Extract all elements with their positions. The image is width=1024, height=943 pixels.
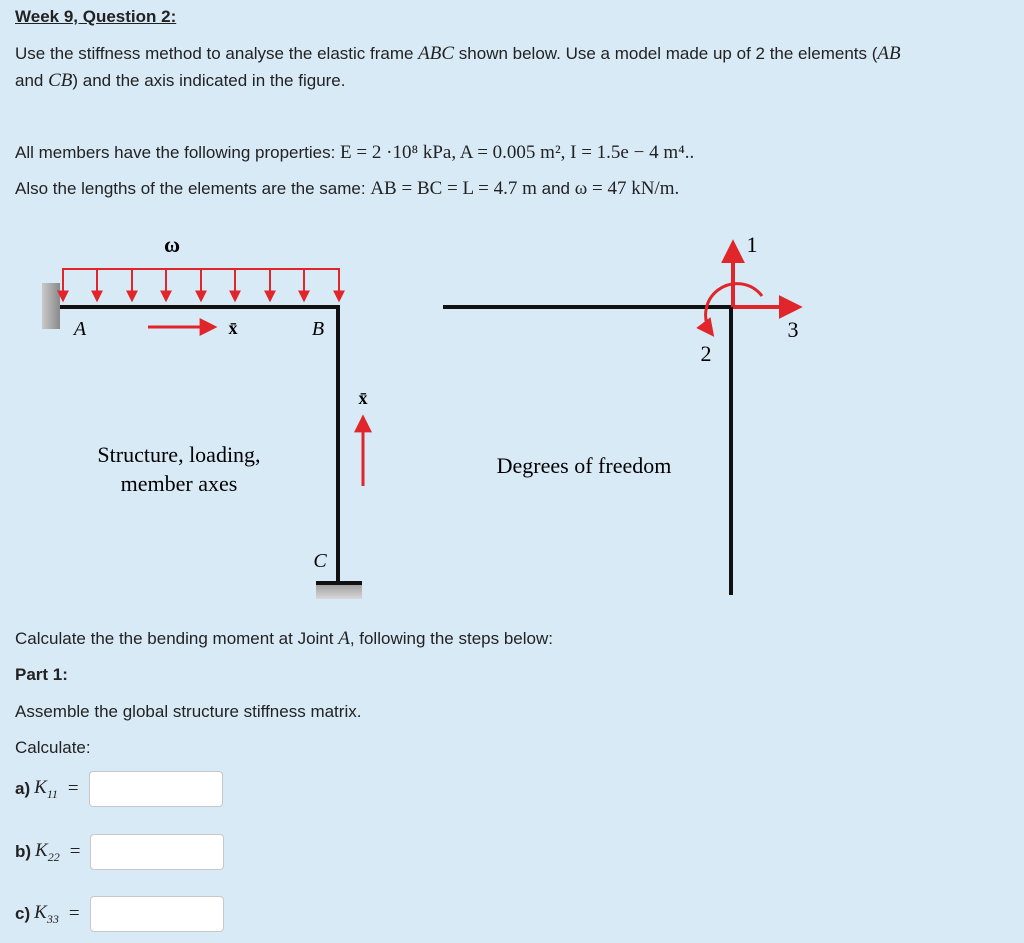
fixed-support-a [42, 283, 60, 329]
answer-symbol: $K_{11}$ [34, 776, 58, 801]
caption-right: Degrees of freedom [496, 453, 672, 478]
intro-paragraph: Use the stiffness method to analyse the elastic frame ABC shown below. Use a model made up of 2 the elements (AB and CB) and the axis indicated in the figure. [15, 43, 901, 91]
node-c-label: C [313, 550, 327, 572]
answer-equals: = [68, 903, 80, 924]
caption-left-line1: Structure, loading, [97, 442, 261, 467]
calc-instruction: Calculate the the bending moment at Joint A, following the steps below: [15, 628, 553, 649]
answer-equals: = [69, 841, 81, 862]
assemble-instruction: Assemble the global structure stiffness matrix. [15, 702, 362, 721]
k11-input[interactable] [89, 771, 223, 807]
member-axis-ab-label: x̄ [228, 318, 238, 338]
node-b-label: B [311, 318, 325, 340]
k33-input[interactable] [90, 896, 224, 932]
answer-label: a) [15, 779, 31, 798]
properties-line: All members have the following properties: E = 2 ·10⁸ kPa, A = 0.005 m², I = 1.5e − 4 m⁴.. [15, 142, 695, 163]
k22-input[interactable] [90, 834, 224, 870]
answer-row-k22 [15, 834, 224, 870]
member-axis-cb-label: x̄ [358, 388, 368, 408]
part-label: Part 1: [15, 665, 68, 684]
answer-label: c) [15, 904, 31, 923]
question-title: Week 9, Question 2: [15, 7, 177, 26]
answer-symbol: $K_{22}$ [35, 839, 60, 864]
dof-diagram [443, 232, 799, 595]
structure-diagram [42, 232, 368, 599]
load-symbol: ω [163, 232, 181, 257]
answer-row-k33 [15, 896, 224, 932]
answer-row-k11 [15, 771, 223, 807]
support-c [316, 583, 362, 599]
answer-label: b) [15, 842, 32, 861]
dof-3-label: 3 [787, 317, 799, 342]
dof-1-label: 1 [746, 232, 758, 257]
caption-left-line2: member axes [120, 471, 238, 496]
answer-equals: = [67, 778, 79, 799]
node-a-label: A [73, 318, 87, 340]
answer-symbol: $K_{33}$ [34, 901, 59, 926]
calculate-label: Calculate: [15, 738, 91, 757]
frame-figure [0, 225, 1024, 605]
dof-2-label: 2 [700, 341, 712, 366]
distributed-load [62, 269, 340, 300]
lengths-line: Also the lengths of the elements are the same: AB = BC = L = 4.7 m and ω = 47 kN/m. [15, 178, 680, 199]
